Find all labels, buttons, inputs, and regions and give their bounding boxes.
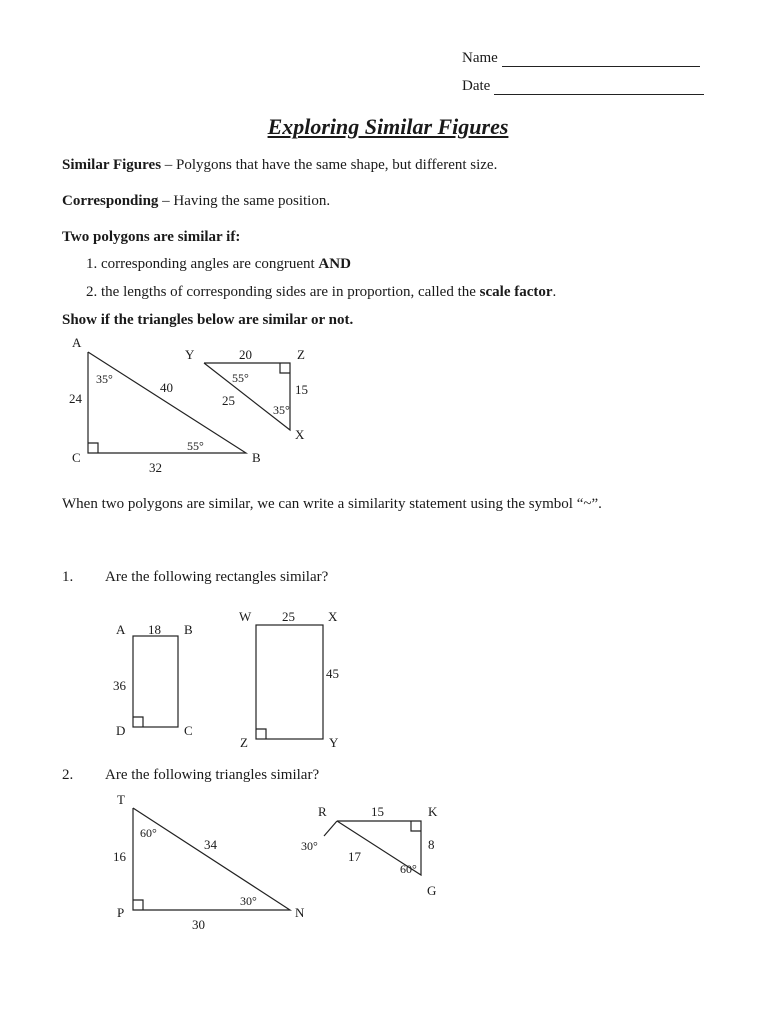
triangle-tpn-edges [133, 808, 290, 910]
triangle-rkg [301, 804, 438, 898]
angle-x: 35° [273, 403, 290, 417]
rectangle-wxyz-edges [256, 625, 323, 739]
similarity-note: When two polygons are similar, we can write a similarity statement using the symbol “~”. [62, 496, 602, 512]
side-ac: 24 [69, 391, 82, 406]
vertex-b: B [184, 622, 193, 637]
vertex-a: A [72, 335, 82, 350]
right-angle-mark [133, 900, 143, 910]
term-corresponding: Corresponding [62, 193, 159, 209]
right-angle-mark [133, 717, 143, 727]
angle-pointer [324, 821, 337, 836]
condition-num: 2. [86, 284, 98, 300]
question-2-number: 2. [62, 767, 74, 783]
condition-num: 1. [86, 256, 98, 272]
angle-n: 30° [240, 894, 257, 908]
vertex-z: Z [240, 735, 248, 750]
vertex-k: K [428, 804, 438, 819]
vertex-p: P [117, 905, 125, 920]
side-cb: 32 [149, 460, 162, 475]
angle-a: 35° [96, 372, 113, 386]
condition-text: corresponding angles are congruent [101, 256, 319, 272]
vertex-r: R [318, 804, 327, 819]
side-yx: 25 [222, 393, 235, 408]
vertex-w: W [239, 609, 252, 624]
page-title: Exploring Similar Figures [267, 114, 509, 139]
side-right: 45 [326, 666, 339, 681]
question-1-text: Are the following rectangles similar? [105, 569, 329, 585]
angle-b: 55° [187, 439, 204, 453]
triangle-tpn [113, 792, 305, 932]
triangle-yzx [185, 347, 308, 442]
side-top: 18 [148, 622, 161, 637]
rectangle-abcd [113, 622, 193, 738]
angle-r: 30° [301, 839, 318, 853]
rectangle-abcd-edges [133, 636, 178, 727]
side-ab: 40 [160, 380, 173, 395]
right-angle-mark [88, 443, 98, 453]
side-pn: 30 [192, 917, 205, 932]
angle-g: 60° [400, 862, 417, 876]
vertex-z: Z [297, 347, 305, 362]
angle-t: 60° [140, 826, 157, 840]
vertex-n: N [295, 905, 305, 920]
date-label: Date [462, 78, 491, 94]
question-2-text: Are the following triangles similar? [105, 767, 320, 783]
vertex-y: Y [329, 735, 339, 750]
side-tp: 16 [113, 849, 126, 864]
vertex-a: A [116, 622, 126, 637]
vertex-c: C [184, 723, 193, 738]
vertex-t: T [117, 792, 125, 807]
vertex-g: G [427, 883, 437, 898]
side-tn: 34 [204, 837, 217, 852]
angle-y: 55° [232, 371, 249, 385]
right-angle-mark [280, 363, 290, 373]
side-left: 36 [113, 678, 126, 693]
condition-tail: . [552, 284, 557, 300]
term-similar: Similar Figures [62, 157, 162, 173]
vertex-d: D [116, 723, 126, 738]
right-angle-mark [256, 729, 266, 739]
conditions-heading: Two polygons are similar if: [62, 229, 241, 245]
name-label: Name [462, 50, 498, 66]
condition-bold: scale factor [479, 284, 553, 300]
example-heading: Show if the triangles below are similar or not. [62, 312, 354, 328]
side-rg: 17 [348, 849, 361, 864]
side-kg: 8 [428, 837, 435, 852]
side-rk: 15 [371, 804, 384, 819]
side-top: 25 [282, 609, 295, 624]
vertex-c: C [72, 450, 81, 465]
side-zx: 15 [295, 382, 308, 397]
vertex-y: Y [185, 347, 195, 362]
right-angle-mark [411, 821, 421, 831]
question-1-number: 1. [62, 569, 74, 585]
condition-text: the lengths of corresponding sides are in proportion, called the [101, 284, 480, 300]
def-similar: – Polygons that have the same shape, but different size. [161, 157, 498, 173]
side-yz: 20 [239, 347, 252, 362]
vertex-x: X [328, 609, 338, 624]
vertex-b: B [252, 450, 261, 465]
condition-bold: AND [318, 256, 351, 272]
rectangle-wxyz [239, 609, 339, 750]
def-corresponding: – Having the same position. [158, 193, 331, 209]
vertex-x: X [295, 427, 305, 442]
